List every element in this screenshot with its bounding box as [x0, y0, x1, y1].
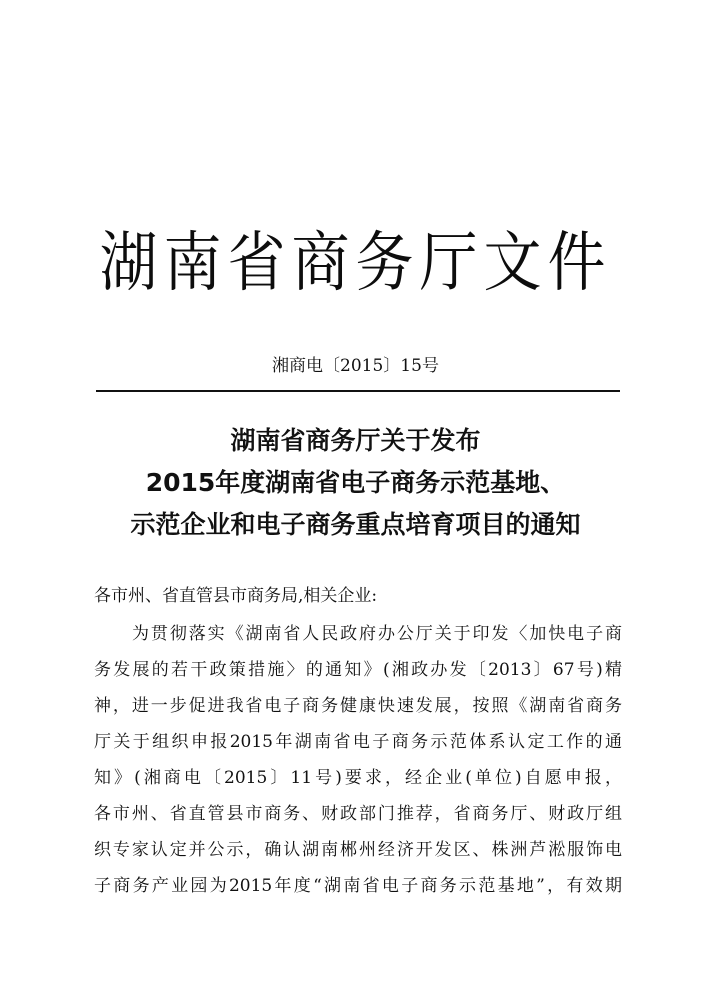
body-line-8: 子商务产业园为2015年度“湖南省电子商务示范基地”，有效期	[94, 876, 622, 896]
addressee: 各市州、省直管县市商务局,相关企业:	[94, 586, 378, 606]
document-number: 湘商电〔2015〕15号	[272, 356, 439, 376]
masthead-title: 湖南省商务厅文件	[99, 224, 612, 301]
notice-title-line-3: 示范企业和电子商务重点培育项目的通知	[130, 510, 581, 539]
body-line-2: 务发展的若干政策措施〉的通知》(湘政办发〔2013〕67号)精	[94, 660, 622, 680]
header-divider	[96, 390, 620, 392]
body-line-4: 厅关于组织申报2015年湖南省电子商务示范体系认定工作的通	[94, 732, 622, 752]
body-line-5: 知》(湘商电〔2015〕11号)要求，经企业(单位)自愿申报，	[94, 768, 622, 788]
notice-title	[0, 420, 711, 546]
body-line-3: 神，进一步促进我省电子商务健康快速发展，按照《湖南省商务	[94, 696, 622, 716]
notice-title-line-1: 湖南省商务厅关于发布	[230, 426, 481, 455]
notice-title-line-2: 2015年度湖南省电子商务示范基地、	[145, 468, 566, 497]
body-line-7: 织专家认定并公示，确认湖南郴州经济开发区、株洲芦淞服饰电	[94, 840, 622, 860]
body-line-1: 为贯彻落实《湖南省人民政府办公厅关于印发〈加快电子商	[132, 624, 622, 644]
body-line-6: 各市州、省直管县市商务、财政部门推荐，省商务厅、财政厅组	[94, 804, 622, 824]
